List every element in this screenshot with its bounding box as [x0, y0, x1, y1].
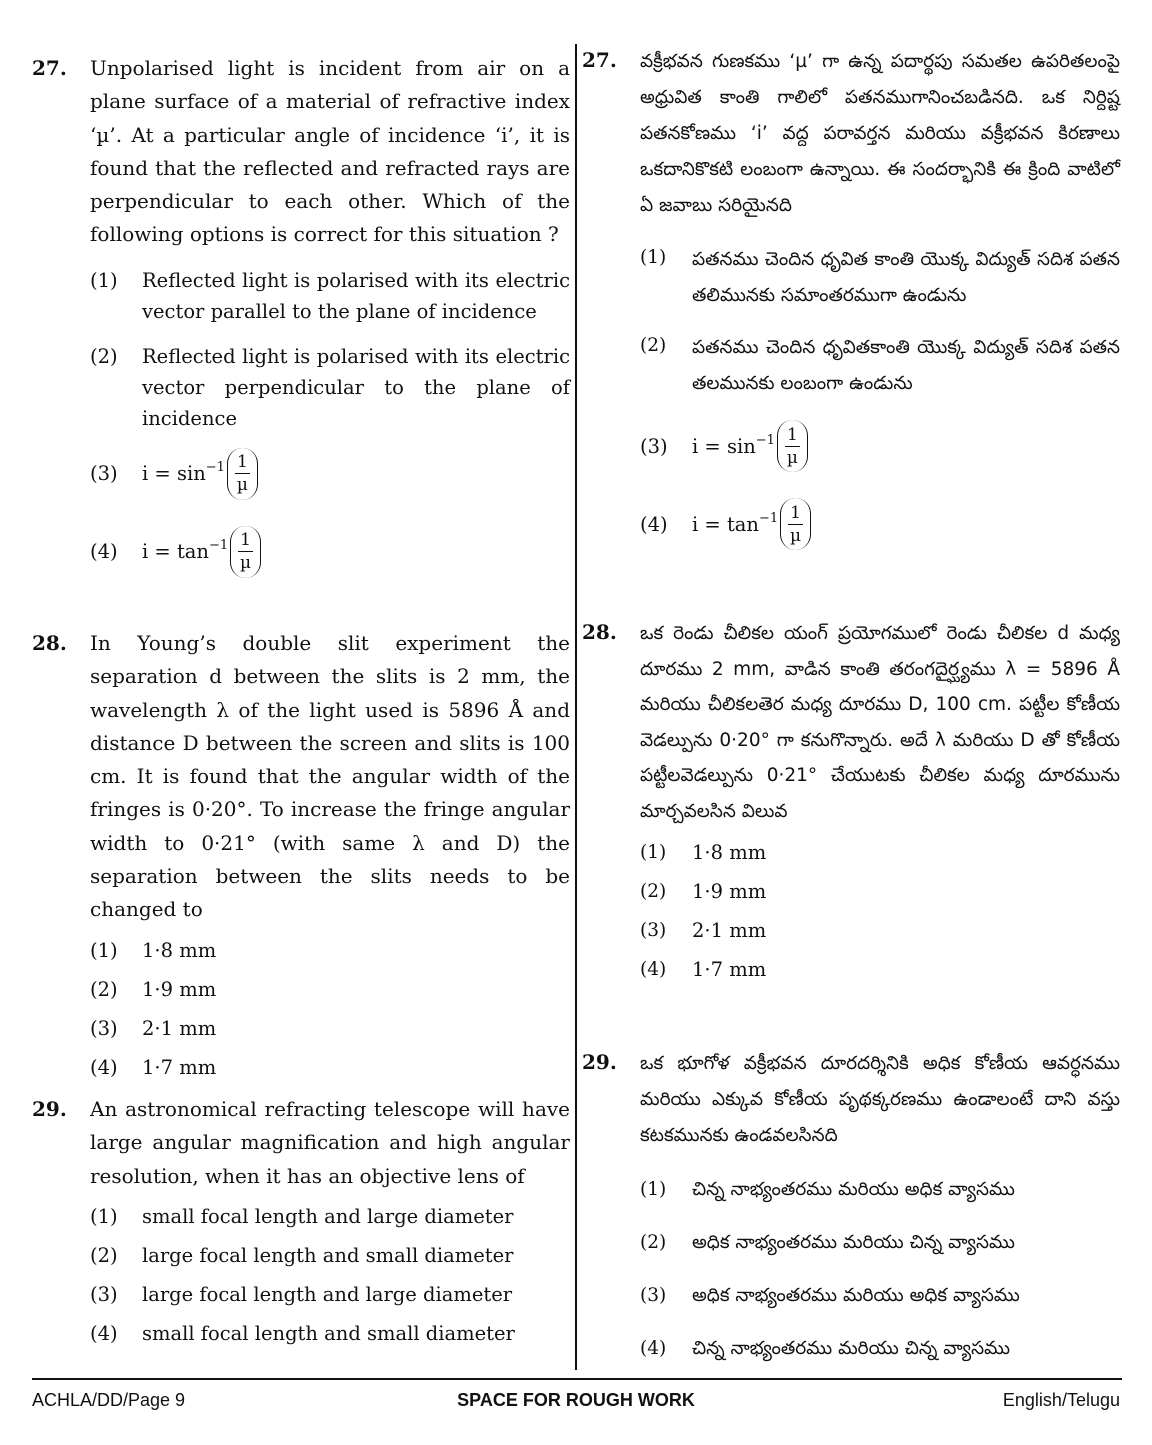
page-id: ACHLA/DD/Page 9 — [32, 1390, 186, 1410]
question-29-telugu — [582, 1046, 1120, 1364]
question-number: 27. — [582, 48, 617, 72]
option-1: (1) పతనము చెందిన ధృవిత కాంతి యొక్క విద్యుత్ సదిశ పతన తలిమునకు సమాంతరముగా ఉండును — [640, 247, 1120, 306]
option-1: (1) Reflected light is polarised with its electric vector parallel to the plane of incidence — [90, 268, 570, 323]
question-number: 28. — [582, 620, 617, 644]
option-2: (2) 1·9 mm — [90, 977, 217, 1001]
option-4: (4) 1·7 mm — [90, 1055, 217, 1079]
question-text: Unpolarised light is incident from air on a plane surface of a material of refractive index ‘µ’. At a particular angle of incidence ‘i’, it is found that the reflected and refracted rays are perpendicular to each other. Which of the following options is correct for this situation ? — [90, 56, 570, 247]
question-text: వక్రీభవన గుణకము ‘µ’ గా ఉన్న పదార్థపు సమతల ఉపరితలంపై అధ్రువిత కాంతి గాలిలో పతనముగానించబడినది. ఒక నిర్దిష్ట పతనకోణము ‘i’ వద్ద పరావర్తన మరియు వక్రీభవన కిరణాలు ఒకదానికొకటి లంబంగా ఉన్నాయి. ఈ సందర్భానికి ఈ క్రింది వాటిలో ఏ జవాబు సరియైనది — [640, 51, 1120, 216]
option-2: (2) పతనము చెందిన ధృవితకాంతి యొక్క విద్యుత్ సదిశ పతన తలమునకు లంబంగా ఉండును — [640, 335, 1120, 394]
language-label: English/Telugu — [1002, 1390, 1120, 1410]
option-1: (1) 1·8 mm — [640, 841, 767, 864]
option-2: (2) అధిక నాభ్యంతరము మరియు చిన్న వ్యాసము — [640, 1232, 1015, 1253]
option-4: (4) చిన్న నాభ్యంతరము మరియు చిన్న వ్యాసము — [640, 1338, 1011, 1359]
option-1: (1) small focal length and large diameter — [90, 1204, 514, 1228]
question-number: 27. — [32, 56, 67, 80]
option-1: (1) 1·8 mm — [90, 938, 217, 962]
formula: i = sin $^{-1}$ $\frac{1}{\text{µ}}$ — [142, 442, 258, 506]
option-4: (4) 1·7 mm — [640, 958, 767, 981]
rough-work-label: SPACE FOR ROUGH WORK — [457, 1390, 695, 1410]
option-1: (1) చిన్న నాభ్యంతరము మరియు అధిక వ్యాసము — [640, 1179, 1015, 1200]
question-27 — [32, 52, 570, 584]
question-number: 29. — [582, 1050, 617, 1074]
option-3: (3) i = sin $^{-1}$ $\frac{1}{\text{µ}}$ — [640, 414, 1120, 478]
option-2: (2) 1·9 mm — [640, 880, 767, 903]
question-number: 29. — [32, 1097, 67, 1121]
footer-rule — [32, 1378, 1122, 1380]
question-28-telugu — [582, 616, 1120, 985]
option-4: (4) small focal length and small diameter — [90, 1321, 515, 1345]
option-4: (4) i = tan $^{-1}$ $\frac{1}{\text{µ}}$ — [640, 492, 1120, 556]
formula: i = tan $^{-1}$ $\frac{1}{\text{µ}}$ — [692, 492, 811, 556]
question-text: ఒక రెండు చీలికల యంగ్ ప్రయోగములో రెండు చీలికల d మధ్య దూరము 2 mm, వాడిన కాంతి తరంగదైర్ఘ్యము λ = 5896 Å మరియు చీలికలతెర మధ్య దూరము D, 100 cm. పట్టీల కోణీయ వెడల్పును 0·20° గా కనుగొన్నారు. అదే λ మరియు D తో కోణీయ పట్టీలవెడల్పును 0·21° చేయుటకు చీలికల మధ్య దూరమును మార్చవలసిన విలువ — [640, 623, 1120, 822]
question-29 — [32, 1093, 570, 1349]
question-text: An astronomical refracting telescope will have large angular magnification and high angular resolution, when it has an objective lens of — [90, 1097, 570, 1188]
question-number: 28. — [32, 631, 67, 655]
question-text: ఒక భూగోళ వక్రీభవన దూరదర్శినికి అధిక కోణీయ ఆవర్ధనము మరియు ఎక్కువ కోణీయ పృథక్కరణము ఉండాలంటే దాని వస్తు కటకమునకు ఉండవలసినది — [640, 1053, 1120, 1146]
column-divider — [575, 44, 577, 1370]
option-2: (2) large focal length and small diameter — [90, 1243, 514, 1267]
formula: i = tan $^{-1}$ $\frac{1}{\text{µ}}$ — [142, 520, 261, 584]
question-text: In Young’s double slit experiment the separation d between the slits is 2 mm, the wavelength λ of the light used is 5896 Å and distance D between the screen and slits is 100 cm. It is found that the angular width of the fringes is 0·20°. To increase the fringe angular width to 0·21° (with same λ and D) the separation between the slits needs to be changed to — [90, 631, 570, 922]
option-3: (3) i = sin $^{-1}$ $\frac{1}{\text{µ}}$ — [90, 442, 570, 506]
option-3: (3) 2·1 mm — [90, 1016, 217, 1040]
option-3: (3) 2·1 mm — [640, 919, 767, 942]
option-3: (3) large focal length and large diameter — [90, 1282, 513, 1306]
formula: i = sin $^{-1}$ $\frac{1}{\text{µ}}$ — [692, 414, 808, 478]
option-4: (4) i = tan $^{-1}$ $\frac{1}{\text{µ}}$ — [90, 520, 570, 584]
option-2: (2) Reflected light is polarised with its electric vector perpendicular to the plane of incidence — [90, 344, 570, 430]
question-28 — [32, 627, 570, 1083]
question-27-telugu — [582, 44, 1120, 556]
option-3: (3) అధిక నాభ్యంతరము మరియు అధిక వ్యాసము — [640, 1285, 1020, 1306]
